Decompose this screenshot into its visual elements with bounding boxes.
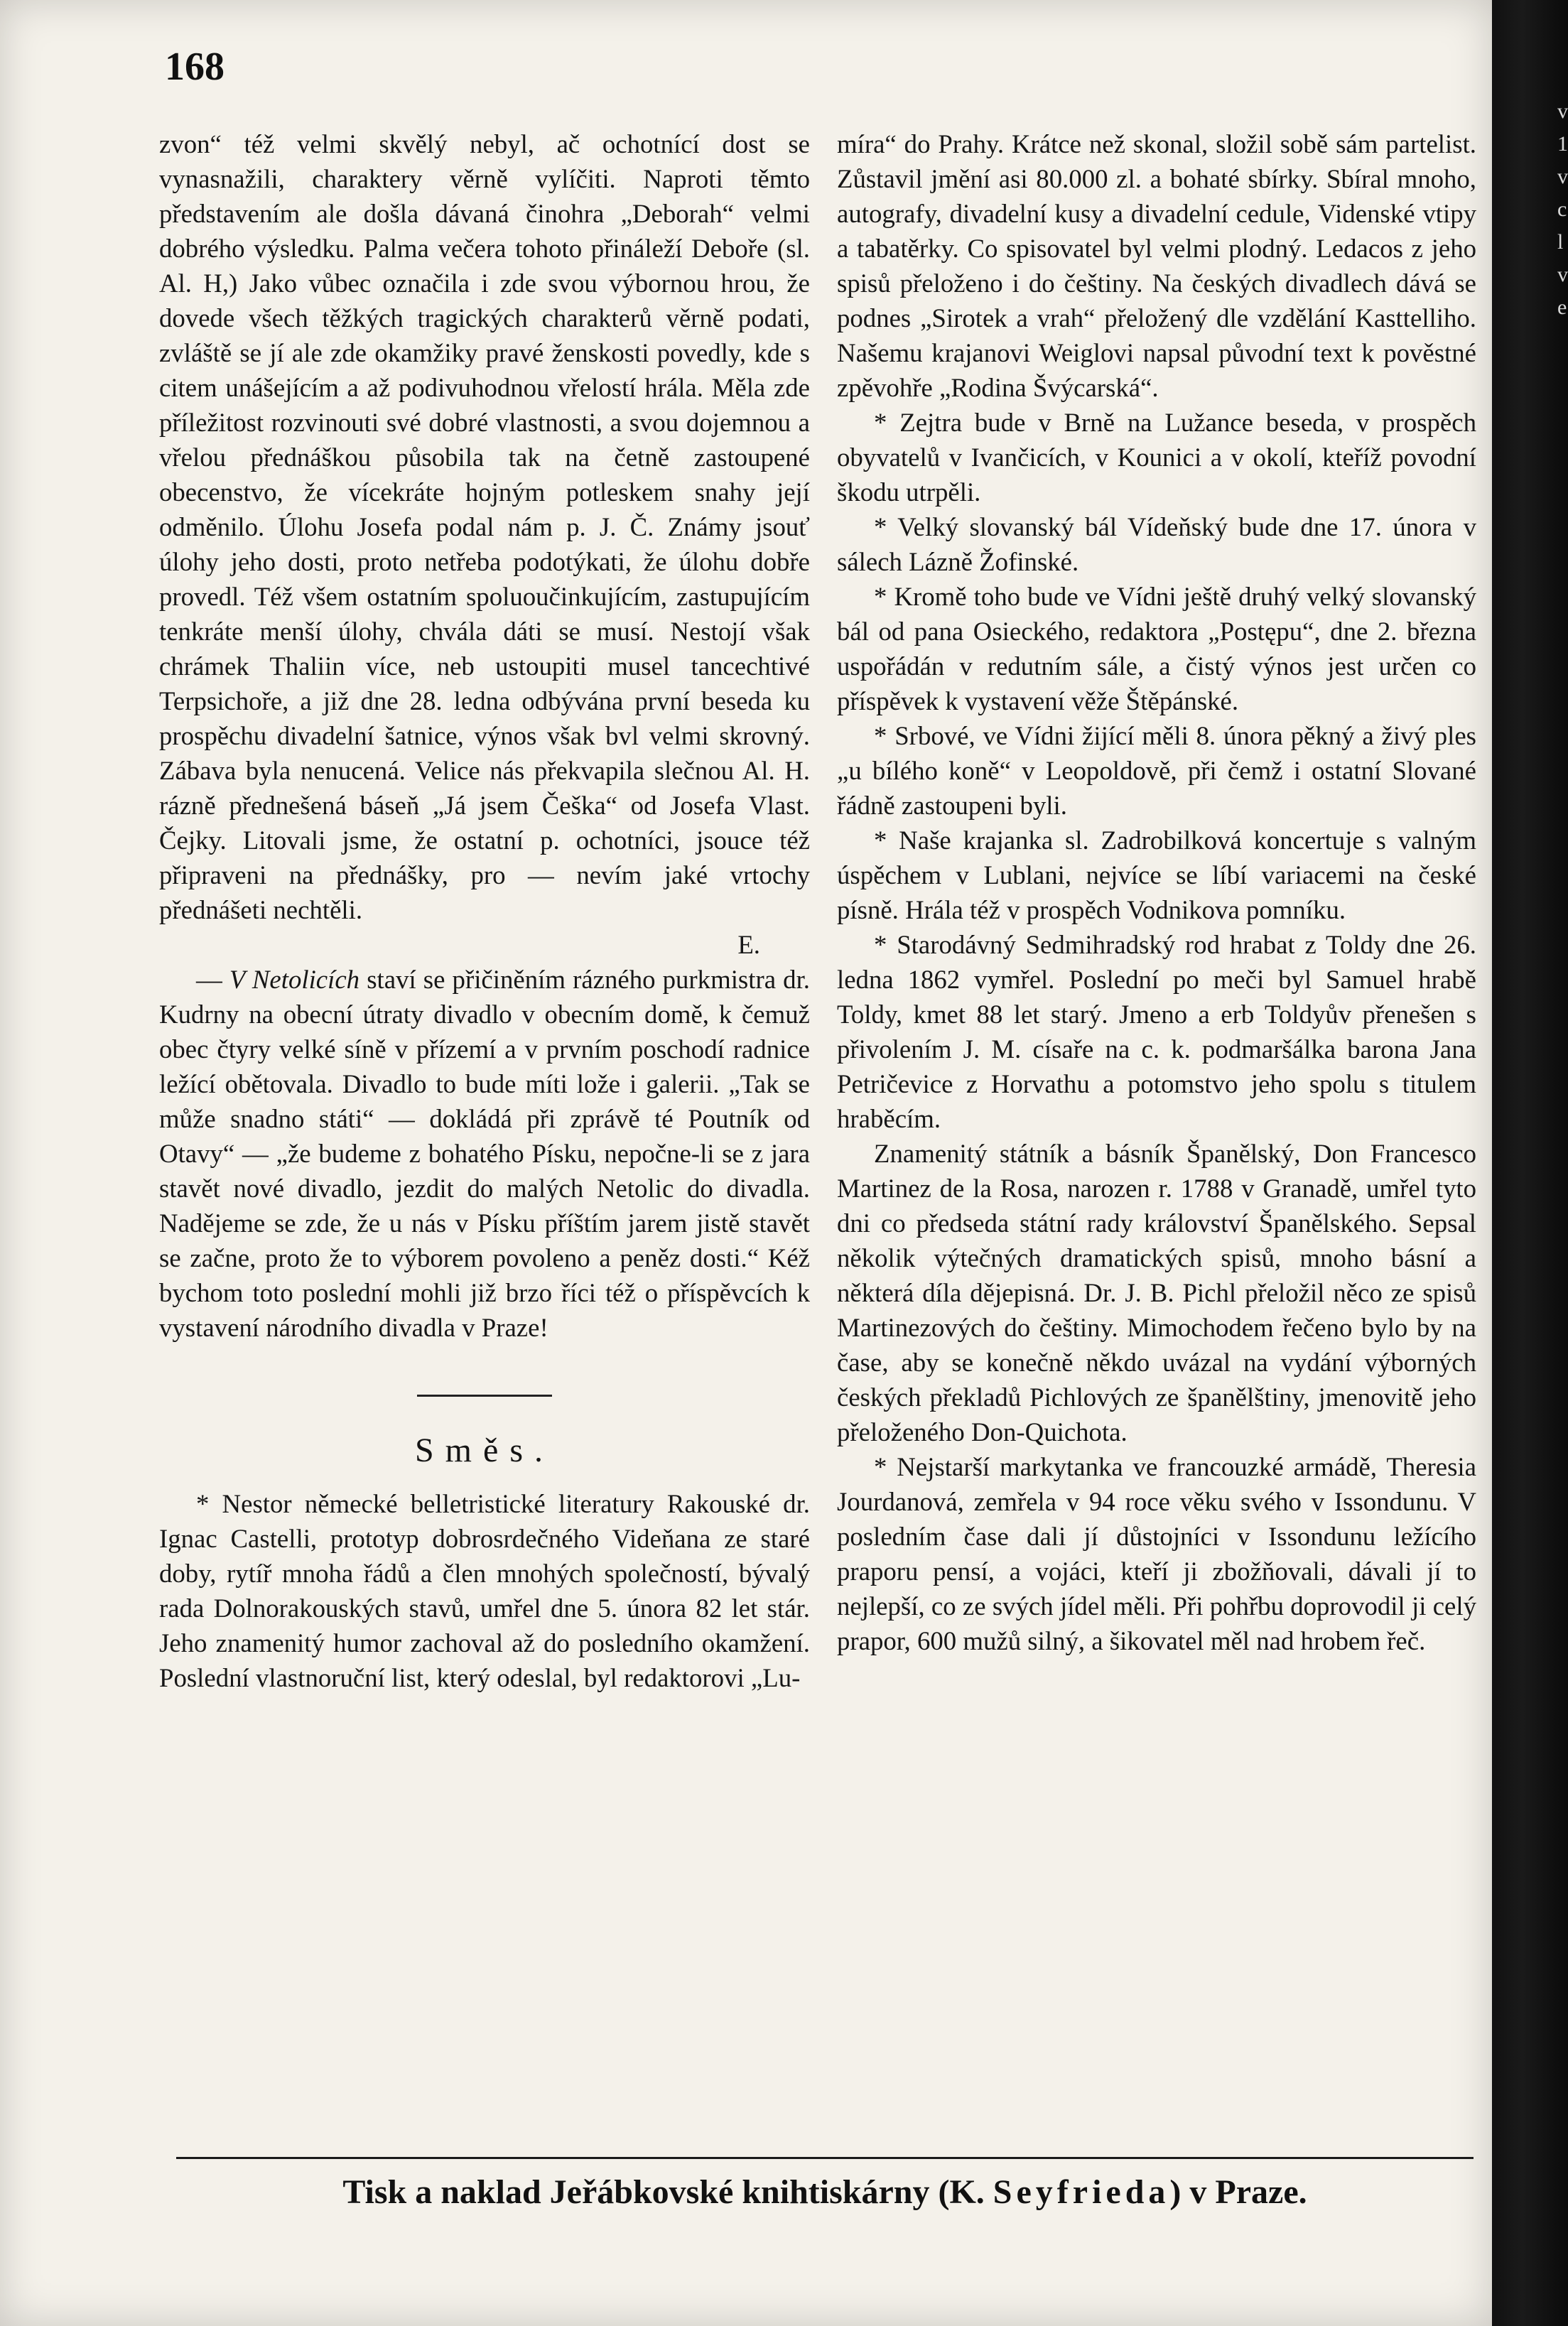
- edge-fragment: l: [1557, 230, 1564, 254]
- jourdanova-paragraph: * Nejstarší markytanka ve francouzké armádě, Theresia Jourdanová, zemřela v 94 roce věku svého v Issondunu. V posledním čase dali jí důstojníci v Issondunu ležícího praporu pensí, a vojáci, kteří ji zbožňovali, dávali jí to nejlepší, co ze svých jídel měli. Při pohřbu doprovodil ji celý prapor, 600 mužů silný, a šikovatel měl nad hrobem řeč.: [837, 1452, 1476, 1655]
- edge-fragment: c: [1557, 198, 1567, 221]
- zadrobilkova-paragraph: * Naše krajanka sl. Zadrobilková koncertuje s valným úspěchem v Lublani, nejvíce se líbí variacemi na české písně. Hrála též v prospěch Vodnikova pomníku.: [837, 826, 1476, 924]
- section-title: Směs.: [414, 1432, 554, 1469]
- castelli-continued-paragraph: míra“ do Prahy. Krátce než skonal, složil sobě sám partelist. Zůstavil jmění asi 80.000 zl. a bohaté sbírky. Sbíral mnoho, autografy, divadelní kusy a divadelní cedule, Videnské vtipy a tabatěrky. Co spisovatel byl velmi plodný. Ledacos z jeho spisů přeloženo i do češtiny. Na českých divadlech dává se podnes „Sirotek a vrah“ přeložený dle vzdělání Kasttelliho. Našemu krajanovi Weiglovi napsal původní text k pověstné zpěvohře „Rodina Švýcarská“.: [837, 129, 1476, 402]
- scan-edge: [1492, 0, 1568, 2326]
- page-number: 168: [165, 45, 225, 89]
- edge-fragment: v: [1557, 165, 1568, 188]
- serbian-ball-paragraph: * Srbové, ve Vídni žijící měli 8. února pěkný a živý ples „u bílého koně“ v Leopoldově, při čemž i ostatní Slované řádně zastoupeni byli.: [837, 721, 1476, 820]
- netolice-paragraph: — V Netolicích staví se přičiněním rázného purkmistra dr. Kudrny na obecní útraty divadlo v obecním domě, k čemuž obec čtyry velké síně v přízemí a v prvním poschodí radnice ležící obětovala. Divadlo to bude míti lože i galerii. „Tak se může snadno státi“ — dokládá při zprávě té Poutník od Otavy“ — „že budeme z bohatého Písku, nepočne-li se z jara stavět nové divadlo, jezdit do malých Netolic do divadla. Nadějeme se zde, že u nás v Písku příštím jarem jistě stavět se začne, proto že to výborem povoleno a peněz dosti.“ Kéž bychom toto poslední mohli již brzo říci též o příspěvcích k vystavení národního divadla v Praze!: [159, 965, 810, 1342]
- printer-imprint: [176, 2173, 1474, 2212]
- brno-beseda-paragraph: * Zejtra bude v Brně na Lužance beseda, v prospěch obyvatelů v Ivančicích, v Kounici a v okolí, kteříž povodní škodu utrpěli.: [837, 408, 1476, 507]
- theatre-review-paragraph: zvon“ též velmi skvělý nebyl, ač ochotnící dost se vynasnažili, charaktery věrně vylíčiti. Naproti těmto představením ale došla dávaná činohra „Deborah“ velmi dobrého výsledku. Palma večera tohoto přináleží Deboře (sl. Al. H,) Jako vůbec označila i zde svou výbornou hrou, že dovede všech těžkých tragických charakterů věrně podati, zvláště se jí ale zde okamžiky pravé ženskosti povedly, kde s citem unášejícím a až podivuhodnou vřelostí hrála. Měla zde příležitost rozvinouti své dobré vlastnosti, a svou dojemnou a vřelou přednáškou působila tak na četně zastoupené obecenstvo, že vícekráte hojným potleskem snahy její odměnilo. Úlohu Josefa podal nám p. J. Č. Známy jsouť úlohy jeho dosti, proto netřeba podotýkati, že úlohu dobře provedl. Též všem ostatním spoluoučinkujícím, zastupujícím tenkráte menší úlohy, chvála dáti se musí. Nestojí však chrámek Thaliin více, neb ustoupiti musel tancechtivé Terpsichoře, a již dne 28. ledna odbývána první beseda ku prospěchu divadelní šatnice, výnos však bvl velmi skrovný. Zábava byla nenucená. Velice nás překvapila slečnou Al. H. rázně přednešená báseň „Já jsem Češka“ od Josefa Vlast. Čejky. Litovali jsme, že ostatní p. ochotníci, jsouce též připraveni na přednášky, pro — nevím jaké vrtochy přednášeti nechtěli.: [159, 129, 810, 924]
- edge-fragment: e: [1557, 296, 1567, 319]
- martinez-paragraph: Znamenitý státník a básník Španělský, Don Francesco Martinez de la Rosa, narozen r. 1788 v Granadě, umřel tyto dni co předseda státní rady království Španělského. Sepsal několik výtečných dramatických spisů, mnoho básní a některá díla dějepisná. Dr. J. B. Pichl přeložil něco ze spisů Martinezových do češtiny. Mimochodem řečeno bylo by na čase, aby se konečně někdo uvázal na vydání výborných českých překladů Pichlových ze španělštiny, jmenovitě jeho přeloženého Don-Quichota.: [837, 1139, 1476, 1446]
- footer-rule: [176, 2157, 1474, 2159]
- imprint-prefix: Tisk a naklad Jeřábkovské knihtiskárny (K.: [342, 2173, 985, 2211]
- right-column: [837, 126, 1476, 1658]
- section-divider: [417, 1395, 552, 1397]
- left-column: [159, 126, 810, 1695]
- imprint-suffix: ) v Praze.: [1169, 2173, 1307, 2211]
- netolice-place: V Netolicích: [229, 965, 360, 994]
- review-signature: E.: [737, 930, 760, 959]
- vienna-ball-paragraph: * Velký slovanský bál Vídeňský bude dne 17. února v sálech Lázně Žofinské.: [837, 512, 1476, 576]
- edge-fragment: 1: [1557, 132, 1568, 156]
- castelli-paragraph: * Nestor německé belletristické literatury Rakouské dr. Ignac Castelli, prototyp dobrosrdečného Videňana ze staré doby, rytíř mnoha řádů a člen mnohých společností, bývalý rada Dolnorakouských stavů, umřel dne 5. února 82 let stár. Jeho znamenitý humor zachoval až do posledního okamžení. Poslední vlastnoruční list, který odeslal, byl redaktorovi „Lu-: [159, 1489, 810, 1692]
- edge-fragment: v: [1557, 99, 1568, 123]
- imprint-spaced-name: Seyfrieda: [993, 2173, 1170, 2211]
- toldy-paragraph: * Starodávný Sedmihradský rod hrabat z Toldy dne 26. ledna 1862 vymřel. Poslední po meči byl Samuel hrabě Toldy, kmet 88 let starý. Jmeno a erb Toldyův přenešen s přivolením J. M. císaře na c. k. podmaršálka barona Jana Petričevice z Horvathu a potomstvo jeho spolu s titulem hraběcím.: [837, 930, 1476, 1133]
- netolice-text: staví se přičiněním rázného purkmistra dr. Kudrny na obecní útraty divadlo v obecním domě, k čemuž obec čtyry velké síně v přízemí a v prvním poschodí radnice ležící obětovala. Divadlo to bude míti lože i galerii. „Tak se může snadno státi“ — dokládá při zprávě té Poutník od Otavy“ — „že budeme z bohatého Písku, nepočne-li se z jara stavět nové divadlo, jezdit do malých Netolic do divadla. Nadějeme se zde, že u nás v Písku příštím jarem jistě stavět se začne, proto že to výborem povoleno a peněz dosti.“ Kéž bychom toto poslední mohli již brzo říci též o příspěvcích k vystavení národního divadla v Praze!: [159, 965, 810, 1342]
- second-ball-paragraph: * Kromě toho bude ve Vídni ještě druhý velký slovanský bál od pana Osieckého, redaktora „Postępu“, dne 2. března uspořádán v redutním sále, a čistý výnos jest určen co příspěvek k vystavení věže Štěpánské.: [837, 582, 1476, 715]
- edge-fragment: v: [1557, 263, 1568, 286]
